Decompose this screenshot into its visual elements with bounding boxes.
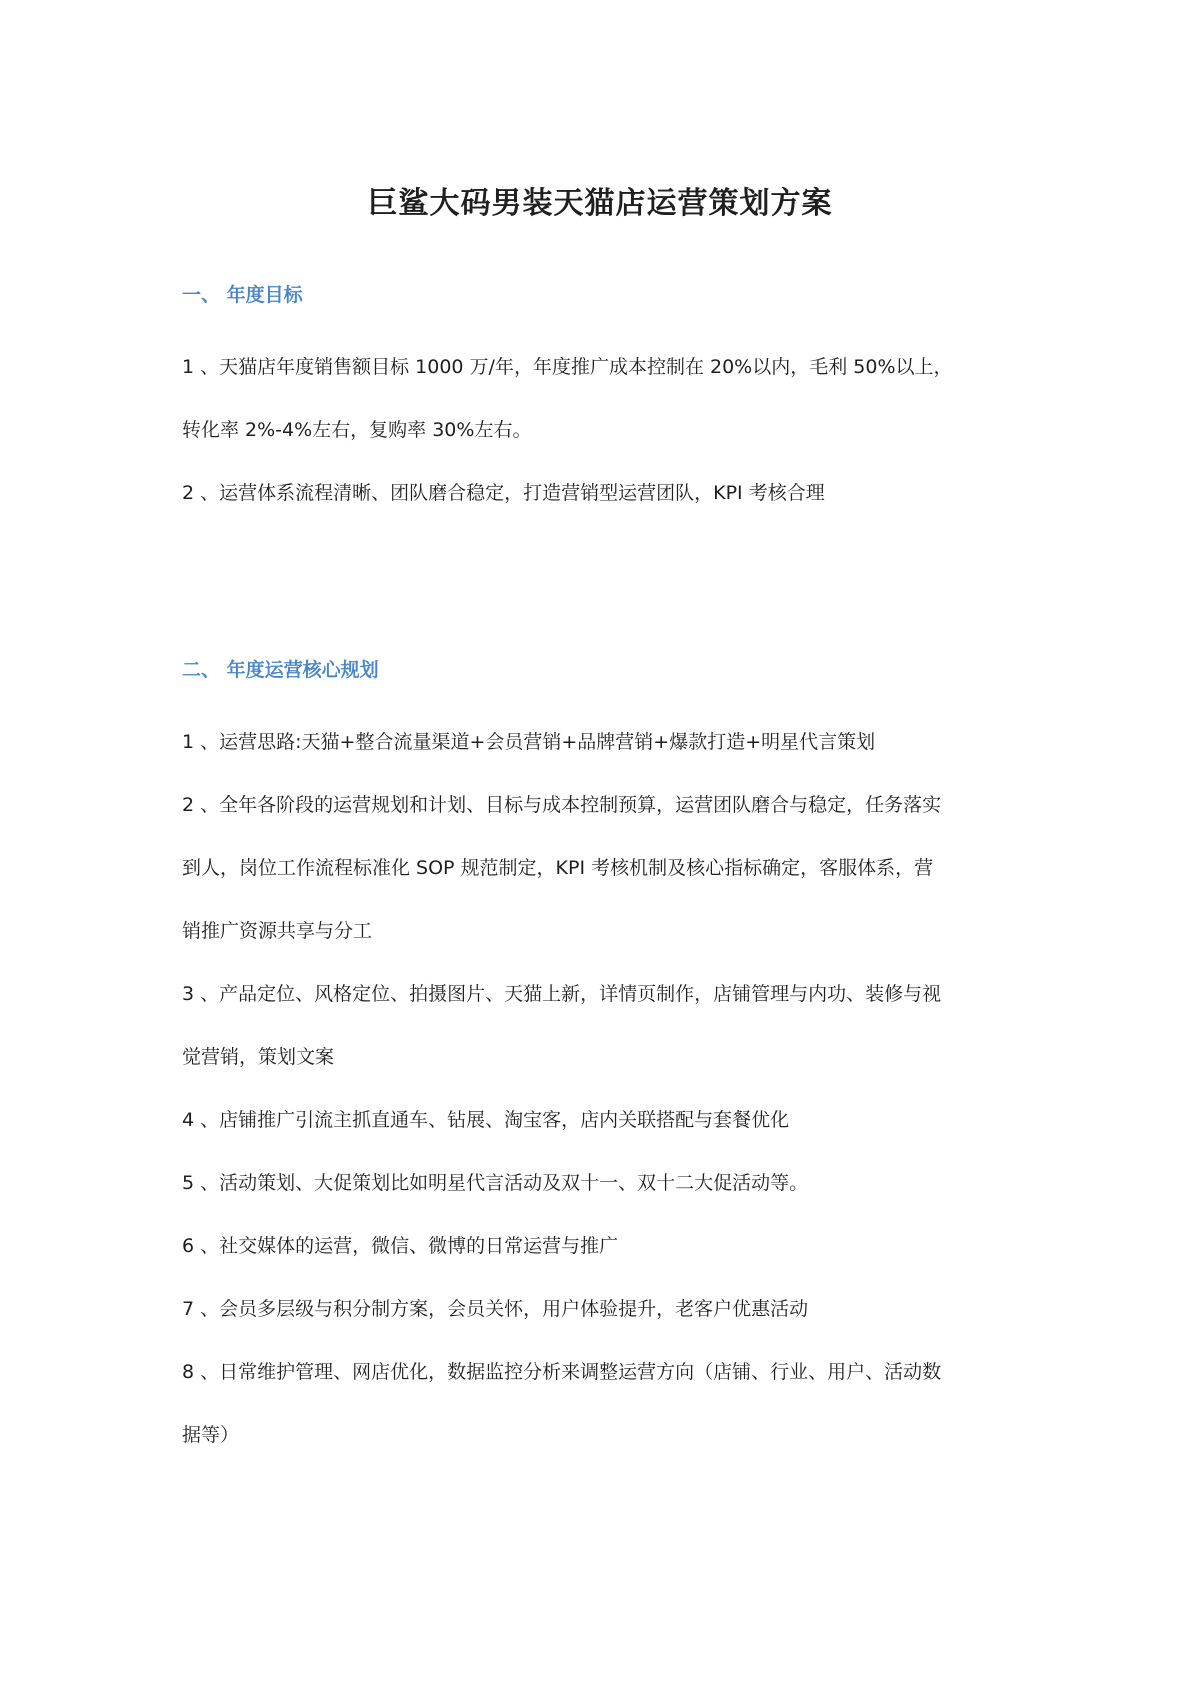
section-core-planning bbox=[182, 656, 1032, 1467]
list-item bbox=[182, 1341, 1032, 1467]
item-text-line: 销推广资源共享与分工 bbox=[182, 920, 373, 942]
list-item bbox=[182, 1089, 1032, 1152]
item-text-line: 7 、会员多层级与积分制方案，会员关怀，用户体验提升，老客户优惠活动 bbox=[182, 1298, 809, 1320]
list-item bbox=[182, 711, 1032, 774]
section-heading: 二、 年度运营核心规划 bbox=[182, 659, 379, 681]
item-text-line: 4 、店铺推广引流主抓直通车、钻展、淘宝客，店内关联搭配与套餐优化 bbox=[182, 1109, 790, 1131]
item-text-line: 8 、日常维护管理、网店优化，数据监控分析来调整运营方向（店铺、行业、用户、活动数 bbox=[182, 1361, 942, 1383]
list-item bbox=[182, 774, 1032, 963]
item-text-line: 6 、社交媒体的运营，微信、微博的日常运营与推广 bbox=[182, 1235, 619, 1257]
item-text-line: 到人，岗位工作流程标准化 SOP 规范制定，KPI 考核机制及核心指标确定，客服体系，营 bbox=[182, 857, 934, 879]
item-text-line: 5 、活动策划、大促策划比如明星代言活动及双十一、双十二大促活动等。 bbox=[182, 1172, 809, 1194]
item-text-line: 觉营销，策划文案 bbox=[182, 1046, 335, 1068]
item-text-line: 2 、运营体系流程清晰、团队磨合稳定，打造营销型运营团队，KPI 考核合理 bbox=[182, 482, 825, 504]
list-item bbox=[182, 1278, 1032, 1341]
item-text-line: 转化率 2%-4%左右，复购率 30%左右。 bbox=[182, 419, 532, 441]
list-item bbox=[182, 963, 1032, 1089]
document-title: 巨鲨大码男装天猫店运营策划方案 bbox=[367, 186, 833, 221]
list-item bbox=[182, 336, 1032, 462]
list-item bbox=[182, 1152, 1032, 1215]
item-text-line: 3 、产品定位、风格定位、拍摄图片、天猫上新，详情页制作，店铺管理与内功、装修与视 bbox=[182, 983, 942, 1005]
list-item bbox=[182, 462, 1032, 525]
section-item-list bbox=[182, 711, 1032, 1467]
item-text-line: 1 、天猫店年度销售额目标 1000 万/年，年度推广成本控制在 20%以内，毛利 50%以上， bbox=[182, 356, 953, 378]
item-text-line: 据等） bbox=[182, 1424, 240, 1446]
item-text-line: 1 、运营思路:天猫+整合流量渠道+会员营销+品牌营销+爆款打造+明星代言策划 bbox=[182, 731, 876, 753]
section-heading: 一、 年度目标 bbox=[182, 284, 303, 306]
list-item bbox=[182, 1215, 1032, 1278]
section-item-list bbox=[182, 336, 1032, 525]
item-text-line: 2 、全年各阶段的运营规划和计划、目标与成本控制预算，运营团队磨合与稳定，任务落实 bbox=[182, 794, 942, 816]
section-annual-goals bbox=[182, 281, 1032, 525]
